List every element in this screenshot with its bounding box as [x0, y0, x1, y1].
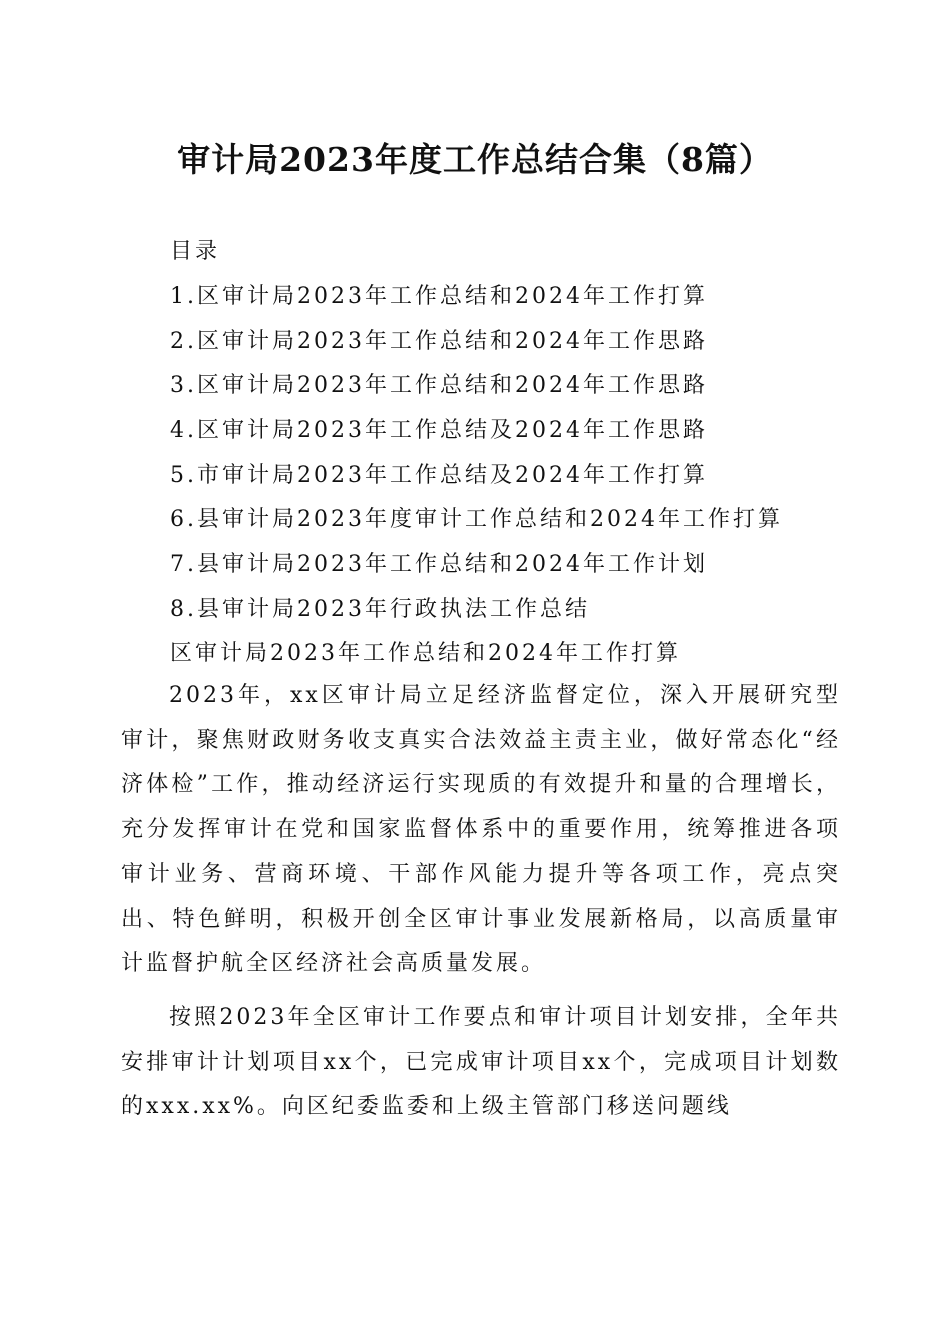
- toc-item-6: 6.县审计局2023年度审计工作总结和2024年工作打算: [170, 507, 783, 532]
- toc-item-1: 1.区审计局2023年工作总结和2024年工作打算: [170, 284, 708, 309]
- toc-item-8: 8.县审计局2023年行政执法工作总结: [170, 597, 590, 622]
- section-title: 区审计局2023年工作总结和2024年工作打算: [170, 641, 681, 666]
- toc-item-3: 3.区审计局2023年工作总结和2024年工作思路: [170, 373, 708, 398]
- toc-item-2: 2.区审计局2023年工作总结和2024年工作思路: [170, 329, 708, 354]
- toc-item-5: 5.市审计局2023年工作总结及2024年工作打算: [170, 463, 708, 488]
- document-title: 审计局2023年度工作总结合集（8篇）: [177, 140, 773, 179]
- body-paragraph-2: 按照2023年全区审计工作要点和审计项目计划安排，全年共安排审计计划项目xx个，已完成审计项目xx个，完成项目计划数的xxx.xx%。向区纪委监委和上级主管部门移送问题线: [121, 1005, 841, 1120]
- toc-item-4: 4.区审计局2023年工作总结及2024年工作思路: [170, 418, 708, 443]
- body-paragraph-1: 2023年，xx区审计局立足经济监督定位，深入开展研究型审计，聚焦财政财务收支真实合法效益主责主业，做好常态化“经济体检”工作，推动经济运行实现质的有效提升和量的合理增长，充分发挥审计在党和国家监督体系中的重要作用，统筹推进各项审计业务、营商环境、干部作风能力提升等各项工作，亮点突出、特色鲜明，积极开创全区审计事业发展新格局，以高质量审计监督护航全区经济社会高质量发展。: [121, 683, 841, 977]
- toc-item-7: 7.县审计局2023年工作总结和2024年工作计划: [170, 552, 708, 577]
- toc-heading: 目录: [170, 239, 221, 264]
